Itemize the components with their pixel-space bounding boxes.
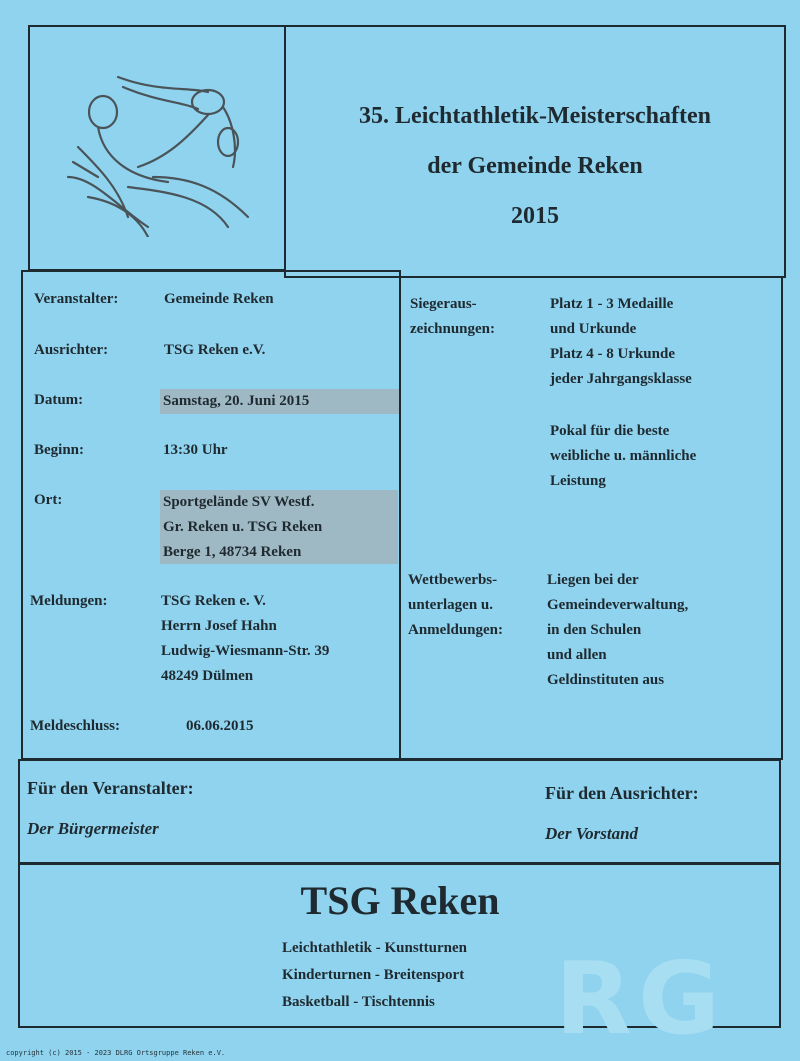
label-ort: Ort: — [34, 492, 63, 508]
club-name: TSG Reken — [300, 878, 500, 923]
title-box — [284, 25, 786, 278]
signature-right-title: Für den Ausrichter: — [545, 783, 699, 803]
value-ausrichter: TSG Reken e.V. — [164, 342, 266, 358]
documents-line3: in den Schulen — [547, 622, 642, 638]
value-meldungen-line2: Herrn Josef Hahn — [161, 618, 277, 634]
label-wettbewerbsunterlagen-line1: Wettbewerbs- — [408, 572, 498, 588]
value-datum: Samstag, 20. Juni 2015 — [160, 389, 399, 414]
label-wettbewerbsunterlagen-line3: Anmeldungen: — [408, 622, 504, 638]
label-meldungen: Meldungen: — [30, 593, 108, 609]
award-line3: Platz 4 - 8 Urkunde — [550, 346, 675, 362]
documents-line4: und allen — [547, 647, 607, 663]
logo-box — [28, 25, 286, 271]
label-siegerauszeichnungen-line1: Siegeraus- — [410, 296, 477, 312]
label-siegerauszeichnungen-line2: zeichnungen: — [410, 321, 496, 337]
value-veranstalter: Gemeinde Reken — [164, 291, 274, 307]
athletes-logo — [58, 67, 258, 237]
signature-left-title: Für den Veranstalter: — [27, 778, 194, 798]
award-line8: Leistung — [550, 473, 606, 489]
value-beginn: 13:30 Uhr — [163, 442, 228, 458]
value-meldeschluss: 06.06.2015 — [186, 718, 254, 734]
award-line6: Pokal für die beste — [550, 423, 670, 439]
signature-box — [18, 759, 781, 865]
award-line1: Platz 1 - 3 Medaille — [550, 296, 674, 312]
signature-right-name: Der Vorstand — [545, 824, 639, 843]
copyright-notice: copyright (c) 2015 - 2023 DLRG Ortsgruppe Reken e.V. — [6, 1049, 226, 1057]
award-line7: weibliche u. männliche — [550, 448, 697, 464]
sports-line2: Kinderturnen - Breitensport — [282, 967, 465, 983]
value-meldungen-line4: 48249 Dülmen — [161, 668, 254, 684]
signature-left-name: Der Bürgermeister — [27, 819, 159, 838]
value-meldungen-line3: Ludwig-Wiesmann-Str. 39 — [161, 643, 330, 659]
value-ort-line3: Berge 1, 48734 Reken — [163, 544, 302, 560]
documents-line1: Liegen bei der — [547, 572, 639, 588]
event-year: 2015 — [511, 203, 559, 229]
documents-line2: Gemeindeverwaltung, — [547, 597, 689, 613]
label-meldeschluss: Meldeschluss: — [30, 718, 120, 734]
sports-line1: Leichtathletik - Kunstturnen — [282, 940, 468, 956]
label-ausrichter: Ausrichter: — [34, 342, 109, 358]
label-datum: Datum: — [34, 392, 84, 408]
award-line2: und Urkunde — [550, 321, 637, 337]
label-beginn: Beginn: — [34, 442, 85, 458]
label-veranstalter: Veranstalter: — [34, 291, 119, 307]
value-ort-line1: Sportgelände SV Westf. — [163, 494, 315, 510]
value-meldungen-line1: TSG Reken e. V. — [161, 593, 266, 609]
event-subtitle: der Gemeinde Reken — [427, 153, 643, 179]
sports-line3: Basketball - Tischtennis — [282, 994, 435, 1010]
label-wettbewerbsunterlagen-line2: unterlagen u. — [408, 597, 494, 613]
value-ort-line2: Gr. Reken u. TSG Reken — [163, 519, 323, 535]
watermark: RG — [555, 940, 727, 1057]
event-title: 35. Leichtathletik-Meisterschaften — [359, 103, 711, 129]
award-line4: jeder Jahrgangsklasse — [550, 371, 692, 387]
documents-line5: Geldinstituten aus — [547, 672, 665, 688]
